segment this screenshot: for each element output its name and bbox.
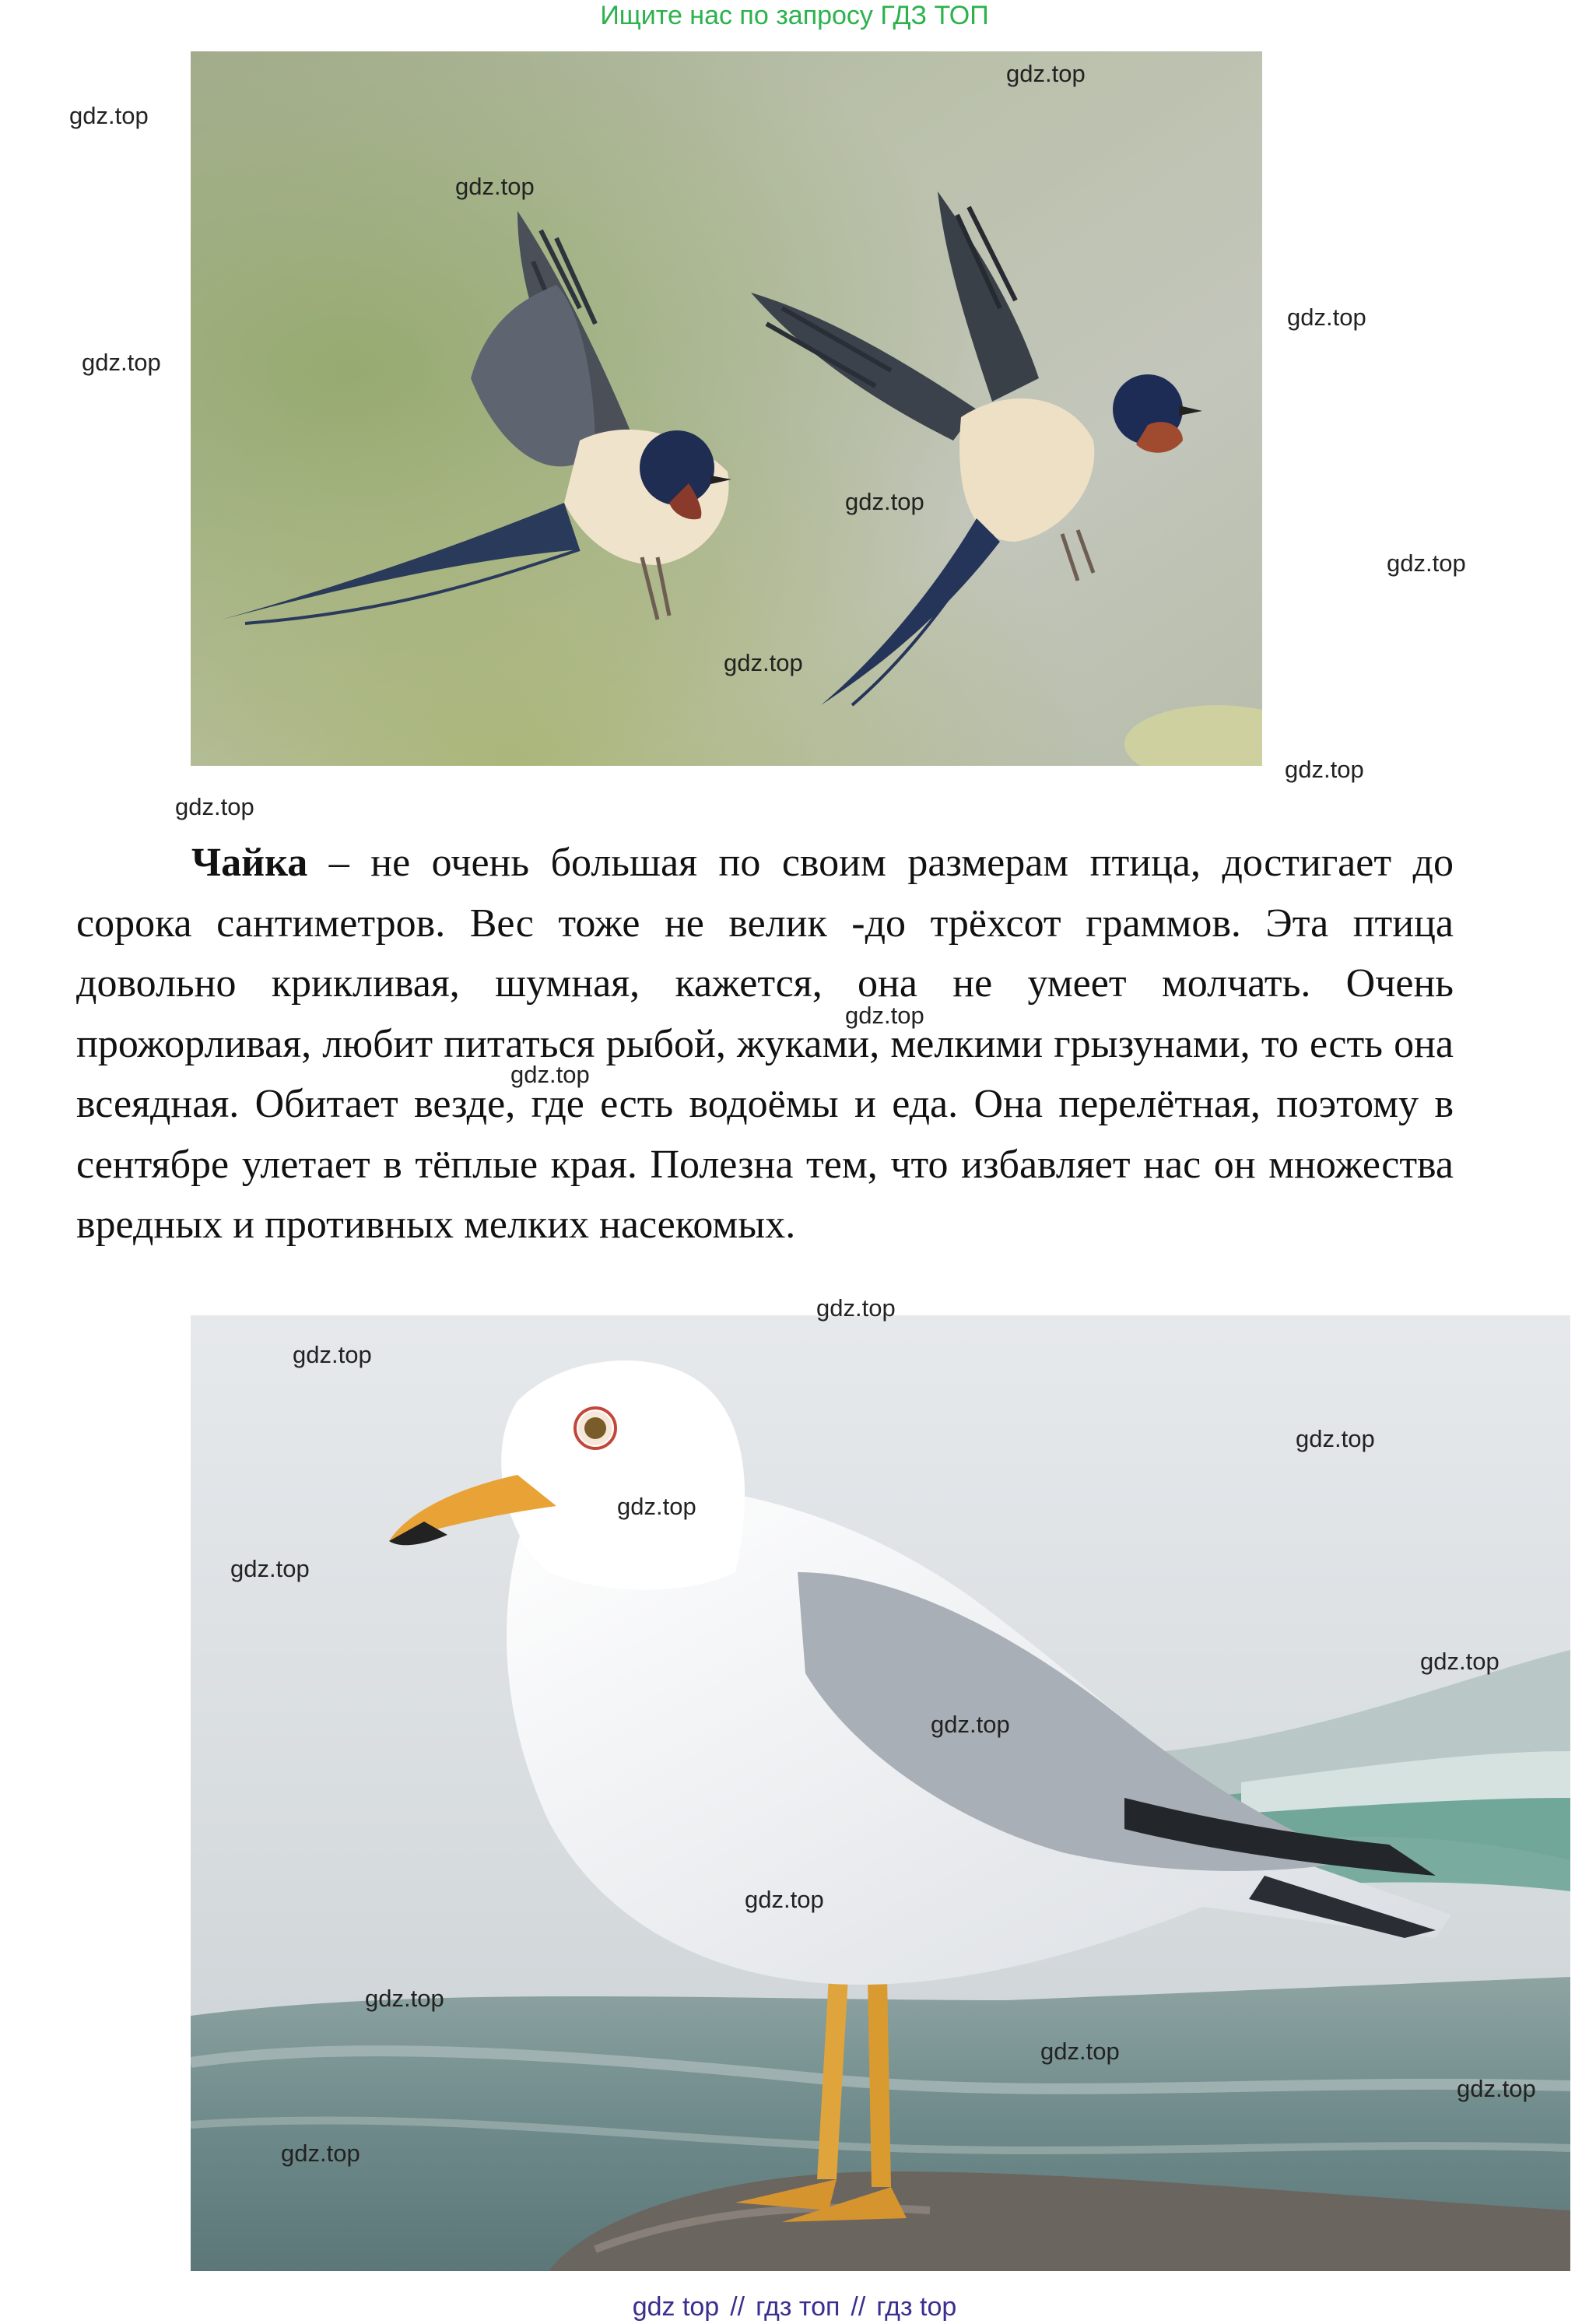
watermark-16: gdz.top: [617, 1493, 696, 1520]
footer-separator: //: [851, 2292, 866, 2322]
watermark-1: gdz.top: [1006, 60, 1086, 87]
watermark-23: gdz.top: [1457, 2075, 1536, 2102]
footer-link-1[interactable]: gdz top: [632, 2292, 720, 2322]
article-paragraph: [76, 833, 1454, 1255]
watermark-21: gdz.top: [365, 1985, 444, 2012]
watermark-3: gdz.top: [455, 173, 535, 200]
watermark-5: gdz.top: [82, 349, 161, 376]
watermark-18: gdz.top: [1420, 1648, 1500, 1675]
article-term: Чайка: [191, 841, 308, 885]
watermark-8: gdz.top: [724, 649, 803, 676]
watermark-7: gdz.top: [1387, 549, 1466, 577]
watermark-13: gdz.top: [816, 1294, 896, 1322]
watermark-24: gdz.top: [281, 2140, 360, 2167]
footer-separator: //: [730, 2292, 745, 2322]
footer-link-3[interactable]: гдз top: [876, 2292, 957, 2322]
watermark-10: gdz.top: [175, 793, 254, 820]
watermark-9: gdz.top: [1285, 756, 1364, 783]
watermark-14: gdz.top: [293, 1341, 372, 1368]
watermark-4: gdz.top: [1287, 304, 1366, 331]
watermark-15: gdz.top: [1296, 1425, 1375, 1452]
watermark-2: gdz.top: [69, 102, 149, 129]
watermark-11: gdz.top: [845, 1002, 924, 1029]
watermark-19: gdz.top: [931, 1711, 1010, 1738]
article-text: – не очень большая по своим размерам птица, достигает до сорока сантиметров. Вес тоже не велик -до трёхсот граммов. Эта птица довольно крикливая, шумная, кажется, она не умеет молчать. Очень прожорливая, любит питаться рыбой, жуками, мелкими грызунами, то есть она всеядная. Обитает везде, где есть водоёмы и еда. Она перелётная, поэтому в сентябре улетает в тёплые края. Полезна тем, что избавляет нас он множества вредных и противных мелких насекомых.: [76, 841, 1454, 1247]
watermark-12: gdz.top: [510, 1061, 590, 1088]
watermark-6: gdz.top: [845, 488, 924, 515]
seagull-photo: [191, 1315, 1570, 2271]
watermark-22: gdz.top: [1040, 2038, 1120, 2065]
footer-links: [0, 2290, 1589, 2324]
watermark-17: gdz.top: [230, 1555, 310, 1582]
watermark-20: gdz.top: [745, 1886, 824, 1913]
footer-link-2[interactable]: гдз топ: [756, 2292, 840, 2322]
search-hint-link[interactable]: Ищите нас по запросу ГДЗ ТОП: [600, 1, 989, 30]
